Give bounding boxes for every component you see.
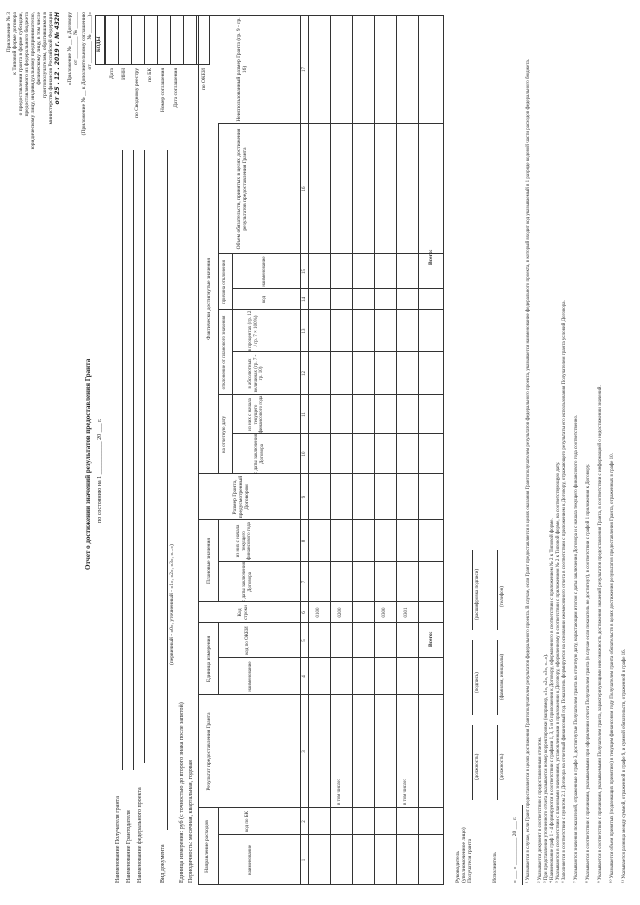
col-fact-date: на отчетную дату xyxy=(222,415,227,454)
footnote: ⁷ Указываются значения показателей, отраженные в графе 3, достигнутые Получателем гранта на отчетную дату, нарастающим итогом с даты заключения Договора и с начала текущего финансового года соответственно. xyxy=(574,414,579,883)
appendix-ref: от ________ № ______ xyxy=(73,12,79,65)
code-label: Номер соглашения xyxy=(160,68,166,113)
sig-dolzh: (должность) xyxy=(500,753,505,780)
row-label: в том числе: xyxy=(403,778,408,805)
col-num: 10 xyxy=(302,451,307,457)
code-label: ИНН xyxy=(121,68,127,80)
col-num: 6 xyxy=(302,611,307,614)
total-label: Всего: xyxy=(428,249,434,265)
footnote: ⁶ Заполняется в соответствии с пунктом 2.1 Договора на отчетный финансовый год. Показатель формируется на основании ежемесячного отчета в соответствии с приложением к Договору, отражающего результаты его использования Получателем гранта условий Договора. xyxy=(562,300,567,883)
col-row-code: Код строки xyxy=(238,605,249,620)
col-plan-total: с даты заключения Договора xyxy=(242,562,253,602)
sig-isp: Исполнитель xyxy=(492,852,498,883)
appendix-line: к Типовой форме договора xyxy=(12,12,18,75)
code-label: по Сводному реестру xyxy=(134,68,140,118)
appendix-line: грантополучателям, обратившимся в xyxy=(42,12,48,99)
appendix-ref: (Приложение № __ к Дополнительному соглашению xyxy=(81,12,87,136)
appendix-line: министерство финансов Российской Федерации xyxy=(48,12,54,125)
col-num: 16 xyxy=(302,186,307,192)
col-num: 17 xyxy=(302,67,307,72)
appendix-date-handwritten: от 25 . 12 . 2019 г. № 432Н xyxy=(54,12,61,105)
field-doc-type: Вид документа xyxy=(160,844,166,883)
sig-date: « ___ » __________ 20 ___ г. xyxy=(512,816,518,883)
col-direction-name: наименование xyxy=(248,844,253,876)
appendix-ref: «Приложение № __ к Договору xyxy=(67,12,73,86)
col-plan-year: из них с начала текущего финансового года xyxy=(236,522,252,560)
col-fact-year: из них с начала текущего финансового года xyxy=(248,395,264,434)
footnote: ¹¹ Указывается разница между суммой, отраженной в графе 9, и суммой обязательств, отраженной в графе 16. xyxy=(622,649,627,883)
col-num: 12 xyxy=(302,371,307,376)
sig-fio: (фамилия, инициалы) xyxy=(500,653,505,700)
appendix-line: предоставляемого из федерального бюджета xyxy=(24,12,30,117)
field-unit: Единица измерения: руб (с точностью до второго знака после запятой) xyxy=(179,702,185,883)
sig-pol: Получателя гранта xyxy=(467,838,473,883)
col-num: 13 xyxy=(302,328,307,334)
col-num: 9 xyxy=(302,495,307,499)
col-num: 2 xyxy=(302,820,307,823)
appendix-ref: от ________ № ______)» xyxy=(87,12,93,70)
sig-rassh: (расшифровка подписи) xyxy=(475,568,480,620)
footnote: ⁹ Указывается в соответствии с причинами, указываемыми Получателем гранта, характеризующими невозможность достижения значений результатов предоставления Гранта, в соответствии с информацией о недостижении значений. xyxy=(598,385,603,883)
field-recipient: Наименование Получателя гранта xyxy=(115,796,121,883)
report-title: Отчет о достижении значений результатов предоставления Гранта xyxy=(84,358,92,570)
col-unit-code: код по ОКЕИ xyxy=(245,626,250,655)
col-num: 3 xyxy=(302,750,307,753)
col-deviation-abs: в абсолютных величинах (гр. 7 - гр. 10) xyxy=(248,354,264,393)
field-grantor: Наименование Грантодателя xyxy=(126,810,132,883)
field-project: Наименование федерального проекта xyxy=(137,787,143,883)
appendix-line: юридическому лицу, индивидуальному предпринимателю, xyxy=(30,12,36,150)
appendix-line: Приложение № 3 xyxy=(6,12,12,53)
col-num: 4 xyxy=(302,675,307,678)
col-reason: причина отклонения xyxy=(222,260,227,304)
code-label: по БК xyxy=(147,68,153,82)
col-unit-name: наименование xyxy=(248,661,253,692)
col-plan: Плановые значения xyxy=(206,538,212,584)
doc-type-hint: (первичный - «0», уточненный - «1», «2», «3», «...») xyxy=(169,544,175,665)
col-num: 5 xyxy=(302,639,307,642)
report-asof: по состоянию на 1 ___________ 20 ___ г. xyxy=(97,418,103,523)
sig-podp: (подпись) xyxy=(475,672,480,693)
code-label: по ОКЕИ xyxy=(201,68,207,91)
row-code: 0300 xyxy=(382,607,387,618)
col-deviation-pct: в процентах (гр. 12 / гр. 7 × 100%) xyxy=(248,310,259,352)
col-num: 14 xyxy=(302,297,307,302)
footnote: ⁵ Указываются в соответствии с плановыми значениями, установленными в приложении к Договору, оформленному в соответствии с приложением № 2 к Типовой форме, на соответствующую дату. xyxy=(556,461,561,883)
col-deviation: отклонение от планового значения xyxy=(222,315,227,390)
code-label: Дата xyxy=(109,68,115,79)
sig-ruk: Руководитель xyxy=(455,851,461,883)
col-unit: Единица измерения xyxy=(206,635,212,683)
footnote: ⁴ Наименование граф 1 - 4 формируются в соответствии с графами 1, 3, 5 и 6 приложения к Договору, оформленного в соответствии с приложением № 2 к Типовой форме. xyxy=(550,518,555,883)
col-fact: Фактически достигнутые значения xyxy=(206,258,212,340)
col-num: 1 xyxy=(302,858,307,862)
row-label: в том числе: xyxy=(337,778,342,805)
code-label: Дата соглашения xyxy=(173,68,179,108)
sig-upoln: (уполномоченное лицо) xyxy=(461,827,467,883)
appendix-line: о предоставлении гранта в форме субсидии, xyxy=(18,12,24,116)
col-volume: Объем обязательств, принятых в целях достижения результатов предоставления Гранта xyxy=(236,128,249,250)
col-num: 8 xyxy=(302,539,307,543)
field-periodicity: Периодичность: месячная, квартальная, годовая xyxy=(188,760,194,883)
col-num: 15 xyxy=(302,269,307,274)
sig-tel: (телефон) xyxy=(500,586,505,607)
row-code: 0301 xyxy=(404,607,409,618)
sig-dolzh: (должность) xyxy=(475,753,480,780)
col-grant-size: Размер Гранта, предусмотренный Договором xyxy=(232,475,251,519)
col-fact-total: с даты заключения Договора xyxy=(254,434,265,474)
footnote: ¹ Указывается в случае, если Грант предоставляется в целях достижения Грантополучателем результатов федерального проекта. В случае, если Грант предоставляется в целях оказания Грантополучателем результатов федерального проекта, указывается наименование федерального проекта, в который входит код указываемый в 1 разряде кодовой части расходов федерального бюджета. xyxy=(526,59,531,883)
codes-header: КОДЫ xyxy=(97,36,102,52)
footnote: ¹⁰ Указывается объем принятых (подлежащих принятию) в текущем финансовом году Получателем гранта обязательств в целях достижения результатов предоставления Гранта, отраженных в графе 10. xyxy=(610,453,615,883)
footnote: ² Указывается документ в соответствии с предоставленным отчетом. xyxy=(538,736,543,883)
footnote: ⁸ Указывается в соответствии с причинами, указываемыми при оформлении отчета Получателем гранта (в случае если показатель не достигнут), в соответствии с графой 1 приложения к Договору. xyxy=(586,463,591,883)
col-num: 11 xyxy=(302,412,307,417)
col-num: 7 xyxy=(302,580,307,584)
col-unused: Неиспользованный размер Гранта (гр. 9 - гр. 16) xyxy=(236,17,249,122)
footnote: ³ При представлении уточненного отчета указывается номер корректировки (например, «1», «2», «3», «...»). xyxy=(544,653,549,883)
appendix-line: физическому лицу, в том числе xyxy=(36,12,42,85)
row-code: 0100 xyxy=(316,607,321,618)
row-code: 0200 xyxy=(338,607,343,618)
col-direction-code: код по БК xyxy=(245,811,250,832)
col-reason-name: наименование xyxy=(262,256,267,287)
col-reason-code: код xyxy=(262,295,267,304)
col-result: Результат предоставления Гранта xyxy=(206,712,212,791)
total-label: Всего: xyxy=(428,631,434,647)
col-direction: Направление расходов xyxy=(204,820,210,873)
